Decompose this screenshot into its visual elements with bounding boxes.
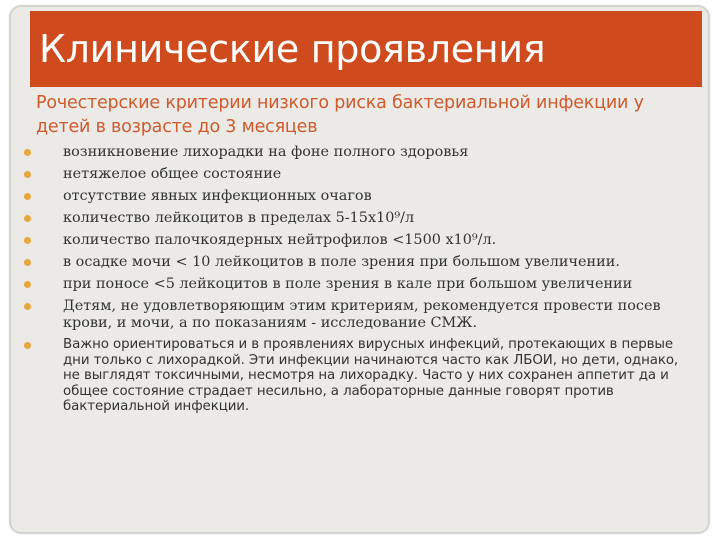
bullet-icon xyxy=(24,171,31,178)
bullet-icon xyxy=(24,193,31,200)
bullet-icon xyxy=(24,259,31,266)
list-item xyxy=(19,337,699,415)
bullet-text: отсутствие явных инфекционных очагов xyxy=(63,188,372,204)
title-bar xyxy=(30,11,702,87)
list-item xyxy=(19,166,699,183)
bullet-list xyxy=(19,144,699,420)
list-item xyxy=(19,188,699,205)
list-item xyxy=(19,144,699,161)
slide xyxy=(10,6,709,533)
list-item xyxy=(19,298,699,332)
bullet-text: Важно ориентироваться и в проявлениях вирусных инфекций, протекающих в первые дни только с лихорадкой. Эти инфекции начинаются часто как ЛБОИ, но дети, однако, не выглядят токсичными, несмотря на лихорадку. Часто у них сохранен аппетит да и общее состояние страдает несильно, а лабораторные данные говорят против бактериальной инфекции. xyxy=(63,337,679,415)
bullet-icon xyxy=(24,342,31,349)
slide-subtitle: Рочестерские критерии низкого риска бактериальной инфекции у детей в возрасте до 3 месяцев xyxy=(36,93,644,137)
bullet-icon xyxy=(24,149,31,156)
list-item xyxy=(19,254,699,271)
bullet-text: в осадке мочи < 10 лейкоцитов в поле зрения при большом увеличении. xyxy=(63,254,620,270)
list-item xyxy=(19,276,699,293)
bullet-icon xyxy=(24,303,31,310)
bullet-text: количество палочкоядерных нейтрофилов <1500 х10⁹/л. xyxy=(63,232,497,248)
list-item xyxy=(19,210,699,227)
bullet-text: возникновение лихорадки на фоне полного здоровья xyxy=(63,144,469,160)
bullet-icon xyxy=(24,215,31,222)
bullet-text: количество лейкоцитов в пределах 5-15х10⁹/л xyxy=(63,210,415,226)
bullet-text: нетяжелое общее состояние xyxy=(63,166,282,182)
bullet-icon xyxy=(24,281,31,288)
list-item xyxy=(19,232,699,249)
bullet-text: Детям, не удовлетворяющим этим критериям, рекомендуется провести посев крови, и мочи, а по показаниям - исследование СМЖ. xyxy=(63,298,661,331)
bullet-icon xyxy=(24,237,31,244)
slide-title: Клинические проявления xyxy=(39,27,546,71)
bullet-text: при поносе <5 лейкоцитов в поле зрения в кале при большом увеличении xyxy=(63,276,633,292)
